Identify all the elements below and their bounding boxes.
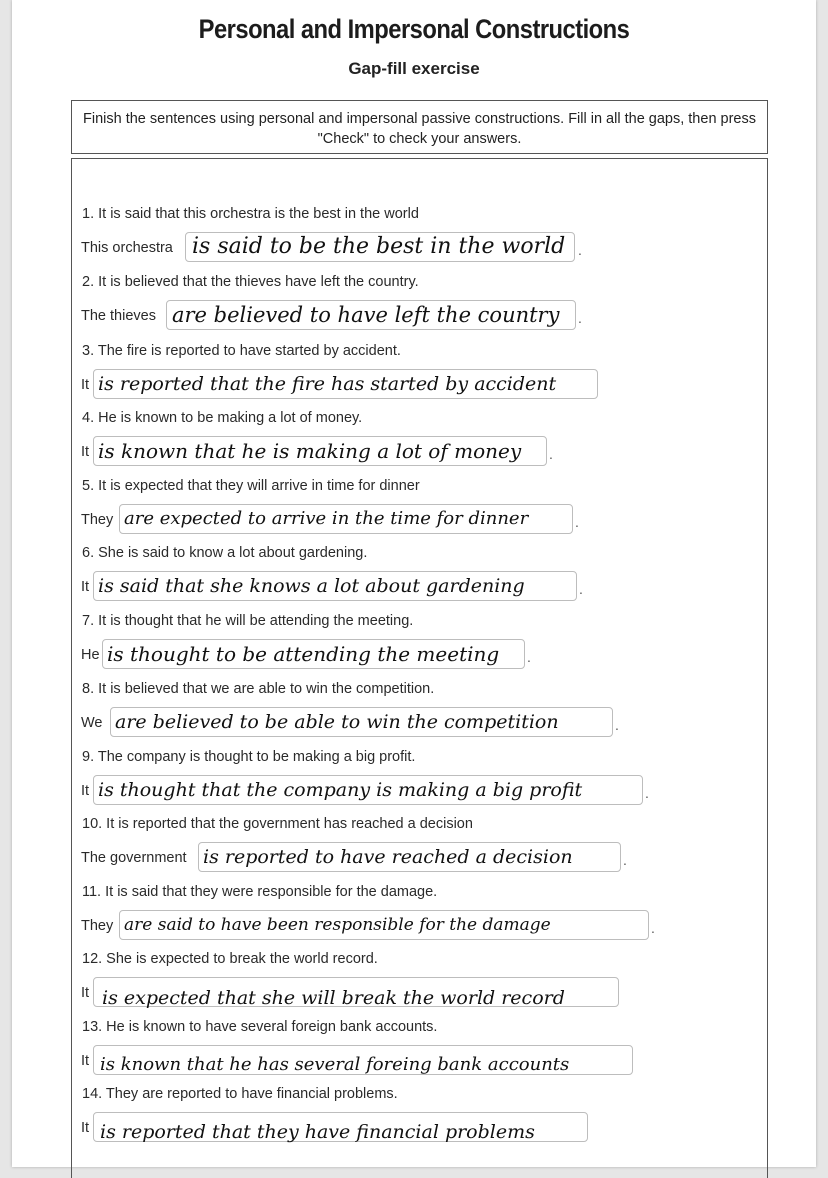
question-text: 13. He is known to have several foreign bank accounts. (82, 1019, 438, 1035)
sentence-prefix: It (81, 985, 90, 1001)
handwritten-answer: are said to have been responsible for the damage (124, 915, 551, 935)
question-text: 8. It is believed that we are able to win the competition. (82, 681, 435, 697)
sentence-prefix: It (81, 444, 90, 460)
sentence-prefix: It (81, 377, 90, 393)
handwritten-answer: are believed to have left the country (172, 303, 560, 327)
question-text: 12. She is expected to break the world record. (82, 951, 378, 967)
sentence-end-dot: . (578, 242, 582, 258)
sentence-prefix: It (81, 1053, 90, 1069)
sentence-prefix: This orchestra (81, 240, 173, 256)
sentence-prefix: The government (81, 850, 187, 866)
handwritten-answer: is reported to have reached a decision (203, 846, 573, 868)
sentence-end-dot: . (575, 514, 579, 530)
worksheet-page (12, 0, 816, 1167)
handwritten-answer: is known that he has several foreing bank accounts (100, 1054, 570, 1075)
handwritten-answer: is expected that she will break the world record (102, 987, 565, 1009)
sentence-prefix: It (81, 579, 90, 595)
sentence-end-dot: . (579, 581, 583, 597)
question-text: 9. The company is thought to be making a big profit. (82, 749, 416, 765)
question-text: 5. It is expected that they will arrive in time for dinner (82, 478, 420, 494)
sentence-prefix: It (81, 1120, 90, 1136)
sentence-end-dot: . (615, 717, 619, 733)
question-text: 2. It is believed that the thieves have left the country. (82, 274, 419, 290)
handwritten-answer: is thought to be attending the meeting (107, 642, 500, 666)
sentence-end-dot: . (578, 310, 582, 326)
sentence-end-dot: . (645, 785, 649, 801)
question-text: 7. It is thought that he will be attending the meeting. (82, 613, 414, 629)
sentence-prefix: They (81, 918, 114, 934)
page-title: Personal and Impersonal Constructions (198, 14, 630, 44)
sentence-end-dot: . (623, 852, 627, 868)
handwritten-answer: is thought that the company is making a big profit (98, 779, 583, 801)
handwritten-answer: is said that she knows a lot about gardening (98, 575, 525, 597)
handwritten-answer: is reported that the fire has started by accident (98, 373, 557, 395)
instructions-box: Finish the sentences using personal and impersonal passive constructions. Fill in all the gaps, then press "Check" to check your answers. (71, 100, 768, 154)
sentence-end-dot: . (651, 920, 655, 936)
page-subtitle: Gap-fill exercise (348, 59, 480, 78)
sentence-end-dot: . (549, 446, 553, 462)
question-text: 6. She is said to know a lot about gardening. (82, 545, 368, 561)
handwritten-answer: is known that he is making a lot of money (98, 439, 522, 463)
question-text: 10. It is reported that the government has reached a decision (82, 816, 473, 832)
question-text: 14. They are reported to have financial problems. (82, 1086, 398, 1102)
sentence-prefix: The thieves (81, 308, 156, 324)
question-text: 11. It is said that they were responsible for the damage. (82, 884, 438, 900)
question-text: 1. It is said that this orchestra is the best in the world (82, 206, 419, 222)
question-text: 4. He is known to be making a lot of money. (82, 410, 363, 426)
handwritten-answer: is reported that they have financial problems (100, 1121, 535, 1143)
sentence-prefix: We (81, 715, 103, 731)
sentence-prefix: They (81, 512, 114, 528)
sentence-end-dot: . (527, 649, 531, 665)
handwritten-answer: is said to be the best in the world (192, 234, 566, 259)
sentence-prefix: It (81, 783, 90, 799)
handwritten-answer: are believed to be able to win the competition (115, 711, 559, 733)
sentence-prefix: He (81, 647, 100, 663)
question-text: 3. The fire is reported to have started by accident. (82, 343, 401, 359)
handwritten-answer: are expected to arrive in the time for dinner (124, 508, 529, 529)
